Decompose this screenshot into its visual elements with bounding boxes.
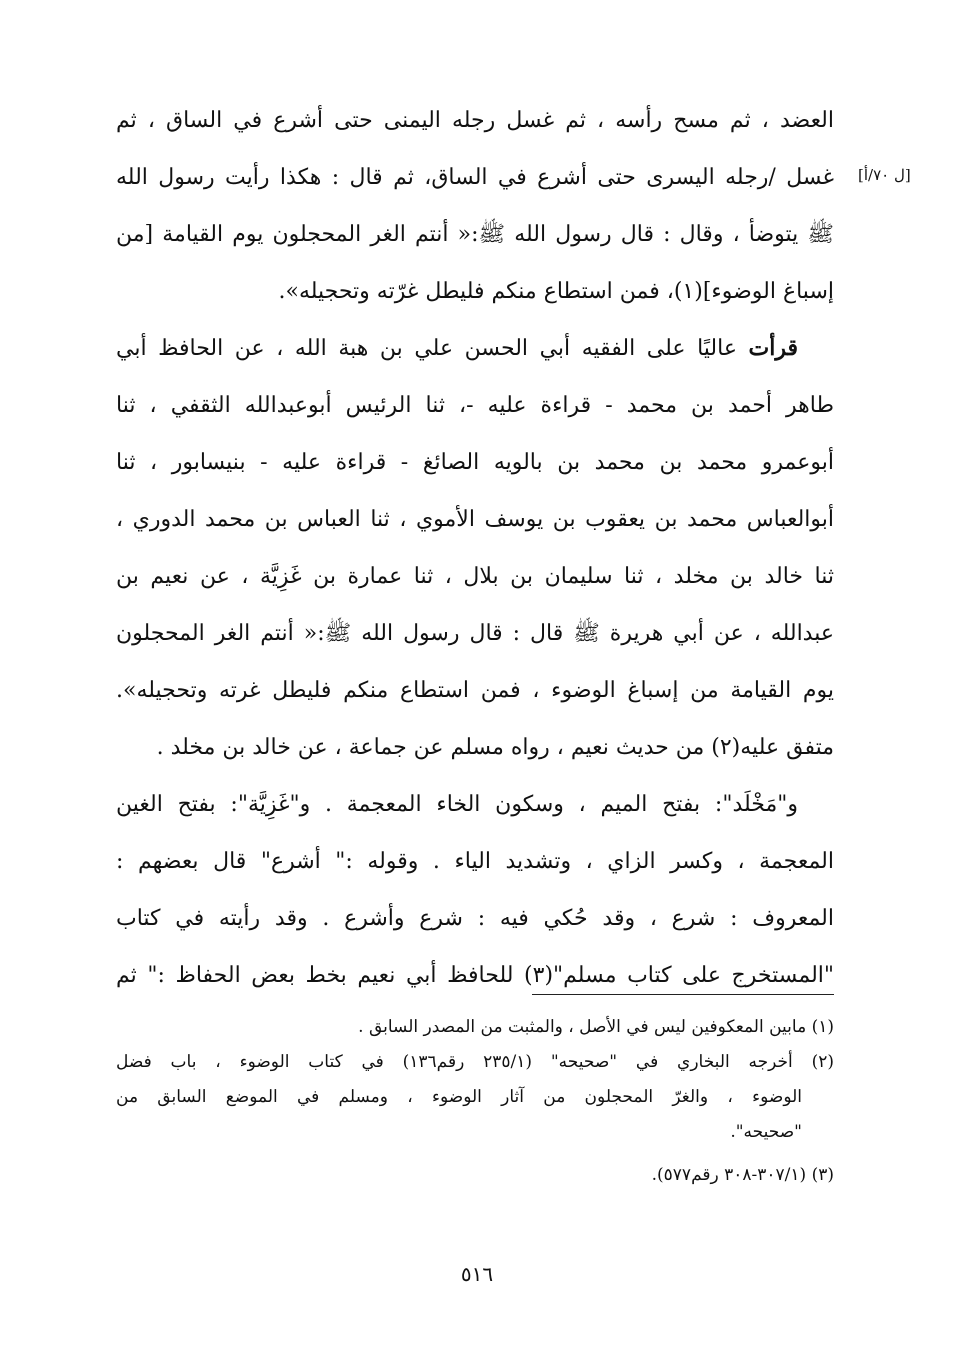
text-line: عبدالله ، عن أبي هريرة ﷺ قال : قال رسول الله ﷺ:« أنتم الغر المحجلون [116,621,834,646]
text-line: متفق عليه(٢) من حديث نعيم ، رواه مسلم عن جماعة ، عن خالد بن مخلد . [156,735,834,760]
text-line: ﷺ يتوضأ ، وقال : قال رسول الله ﷺ:« أنتم الغر المحجلون يوم القيامة [من [116,222,834,247]
text-line-rest: عاليًا على الفقيه أبي الحسن علي بن هبة الله ، عن الحافظ أبي [116,336,737,361]
text-line: إسباغ الوضوء](١)، فمن استطاع منكم فليطل غرّته وتحجيله». [278,279,834,304]
text-line: طاهر أحمد بن محمد - قراءة عليه -، ثنا الرئيس أبوعبدالله الثقفي ، ثنا [116,393,834,418]
text-line: يوم القيامة من إسباغ الوضوء ، فمن استطاع منكم فليطل غرته وتحجيله». [116,678,834,703]
text-line: المعروف : شرع ، وقد حُكي فيه : شرع وأشرع . وقد رأيته في كتاب [116,906,834,931]
footnote-line: (٣) (٣٠٧/١-٣٠٨ رقم٥٧٧). [651,1165,834,1185]
manuscript-folio-reference: [ل ٧٠/أ] [858,166,911,184]
footnote-line: الوضوء ، والغرّ المحجلون من آثار الوضوء ، ومسلم في الموضع السابق من [116,1087,802,1107]
main-text [116,92,834,1004]
footnote-separator [532,994,834,995]
footnotes [116,1010,834,1193]
page-number: ٥١٦ [460,1262,494,1286]
text-line: ثنا خالد بن مخلد ، ثنا سليمان بن بلال ، ثنا عمارة بن غَزِيَّة ، عن نعيم بن [116,564,834,589]
text-line [116,320,834,377]
footnote-line: (١) مابين المعكوفين ليس في الأصل ، والمثبت من المصدر السابق . [358,1017,834,1037]
text-line: أبوالعباس محمد بن يعقوب بن يوسف الأموي ، ثنا العباس بن محمد الدوري ، [116,507,834,532]
bold-lead-word: قرأت [748,335,798,361]
text-line: "المستخرج على كتاب مسلم"(٣) للحافظ أبي نعيم بخط بعض الحفاظ :" ثم [116,963,834,988]
text-line: أبوعمرو محمد بن محمد بن بالويه الصائغ - قراءة عليه - بنيسابور ، ثنا [116,450,834,475]
footnote-line: (٢) أخرجه البخاري في "صحيحه" (٢٣٥/١ رقم١٣٦) في كتاب الوضوء ، باب فضل [116,1052,834,1072]
footnote-line: "صحيحه". [730,1122,802,1142]
text-line: المعجمة ، وكسر الزاي ، وتشديد الياء . وقوله :" أشرع" قال بعضهم : [116,849,834,874]
text-line: غسل /رجله اليسرى حتى أشرع في الساق، ثم قال : هكذا رأيت رسول الله [116,165,834,190]
text-line: العضد ، ثم مسح رأسه ، ثم غسل رجله اليمنى حتى أشرع في الساق ، ثم [116,108,834,133]
text-line: و"مَخْلَد": بفتح الميم ، وسكون الخاء المعجمة . و"غَزِيَّة": بفتح الغين [116,792,798,817]
